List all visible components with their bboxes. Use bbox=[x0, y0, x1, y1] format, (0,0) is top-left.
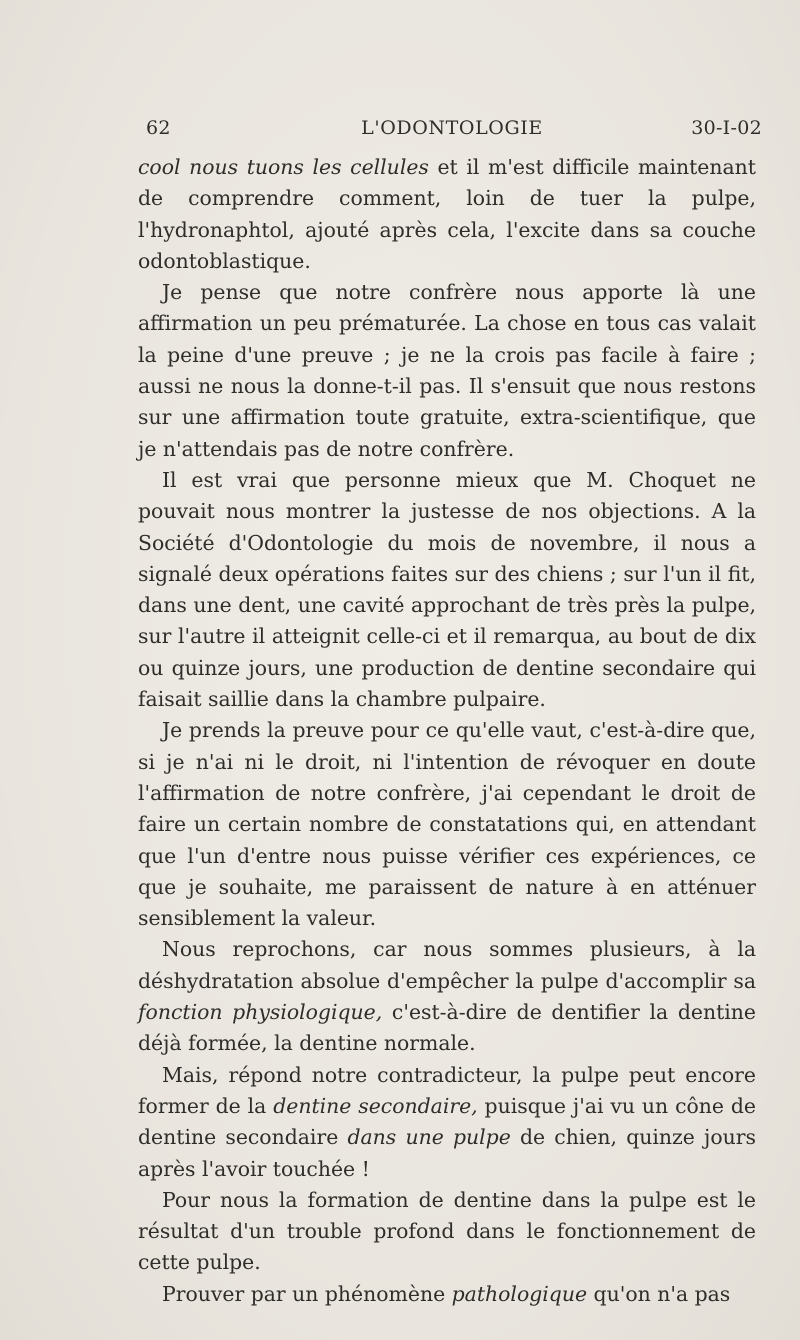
issue-date: 30-I-02 bbox=[691, 117, 762, 139]
paragraph bbox=[138, 1279, 756, 1310]
paragraph bbox=[138, 1185, 756, 1279]
text-run: Je pense que notre confrère nous apporte là une affirmation un peu prématurée. La chose en tous cas valait la peine d'une preuve ; je ne la crois pas facile à faire ; aussi ne nous la donne-t-il pas. Il s'ensuit que nous restons sur une affirmation toute gratuite, extra-scientifique, que je n'attendais pas de notre confrère. bbox=[138, 280, 756, 461]
paragraph bbox=[138, 277, 756, 465]
text-run: pathologique bbox=[451, 1281, 588, 1306]
text-run: Prouver par un phénomène bbox=[162, 1281, 452, 1306]
text-run: qu'on n'a pas bbox=[587, 1281, 731, 1306]
paragraph bbox=[138, 934, 756, 1059]
text-run: et il m'est difficile maintenant de comprendre comment, loin de tuer la pulpe, l'hydronaphtol, ajouté après cela, l'excite dans sa couche odontoblastique. bbox=[138, 155, 756, 273]
paragraph bbox=[138, 465, 756, 715]
text-run: Il est vrai que personne mieux que M. Choquet ne pouvait nous montrer la justesse de nos objections. A la Société d'Odontologie du mois de novembre, il nous a signalé deux opérations faites sur des chiens ; sur l'un il fit, dans une dent, une cavité approchant de très près la pulpe, sur l'autre il atteignit celle-ci et il remarqua, au bout de dix ou quinze jours, une production de dentine secondaire qui faisait saillie dans la chambre pulpaire. bbox=[138, 467, 756, 712]
running-header bbox=[140, 117, 764, 145]
paragraph bbox=[138, 1060, 756, 1185]
text-run: Pour nous la formation de dentine dans la pulpe est le résultat d'un trouble profond dans le fonctionnement de cette pulpe. bbox=[138, 1187, 756, 1275]
text-run: cool nous tuons les cellules bbox=[138, 155, 429, 179]
paragraph bbox=[138, 152, 756, 277]
body-text bbox=[138, 152, 756, 1310]
text-run: c'est-à-dire de dentifier la dentine déjà formée, la dentine normale. bbox=[138, 1000, 756, 1056]
text-run: de chien, quinze jours après l'avoir touchée ! bbox=[138, 1125, 756, 1181]
paragraph bbox=[138, 715, 756, 934]
running-title: L'ODONTOLOGIE bbox=[361, 117, 543, 139]
text-run: Mais, répond notre contradicteur, la pulpe peut encore former de la bbox=[138, 1062, 756, 1118]
page-number: 62 bbox=[146, 117, 171, 139]
text-run: puisque j'ai vu un cône de dentine secondaire bbox=[138, 1093, 756, 1150]
text-run: dans une pulpe bbox=[347, 1125, 511, 1150]
text-run: Je prends la preuve pour ce qu'elle vaut, c'est-à-dire que, si je n'ai ni le droit, ni l'intention de révoquer en doute l'affirmation de notre confrère, j'ai cependant le droit de faire un certain nombre de constatations qui, en attendant que l'un d'entre nous puisse vérifier ces expériences, ce que je souhaite, me paraissent de nature à en atténuer sensiblement la valeur. bbox=[138, 718, 756, 931]
text-run: Nous reprochons, car nous sommes plusieurs, à la déshydratation absolue d'empêcher la pulpe d'accomplir sa bbox=[138, 937, 756, 993]
text-run: fonction physiologique, bbox=[138, 1000, 383, 1025]
text-run: dentine secondaire, bbox=[273, 1093, 478, 1118]
